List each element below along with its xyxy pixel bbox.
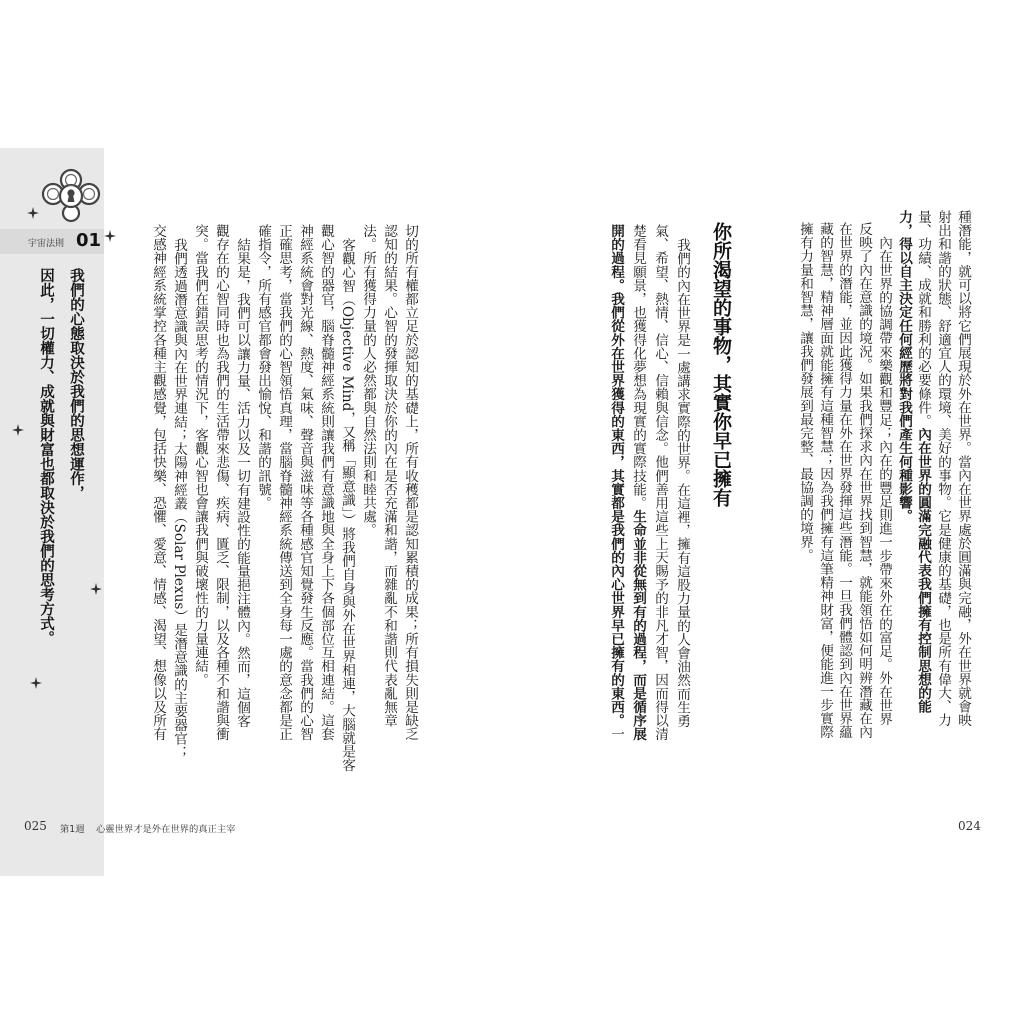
text-column: 突。當我們在錯誤思考的情況下，客觀心智也會讓我們與破壞性的力量連結。 (192, 224, 208, 687)
text-column: 切的所有權都立足於認知的基礎上，所有收穫都是認知累積的成果；所有損失則是缺乏 (402, 224, 418, 741)
text-column: 認知的結果。心智的發揮取決於你的內在是否充滿和諧，而雜亂不和諧則代表亂無章 (381, 224, 397, 728)
text-segment: 楚看見願景，也獲得化夢想為現實的實際技能。 (630, 224, 646, 510)
text-column: 反映了內在意識的境況。如果我們探求內在世界找到智慧，就能領悟如何明辨潛藏在內 (856, 222, 872, 739)
chapter-number: 01 (76, 230, 102, 251)
text-column: 結果是，我們可以讓力量、活力以及一切有建設性的能量挹注體內。然而，這個客 (234, 237, 250, 728)
text-column (630, 224, 646, 741)
chapter-band (0, 229, 104, 254)
text-column: 藏的智慧，精神層面就能擁有這種智慧；因為我們擁有這筆精神財富，便能進一步實際 (817, 222, 833, 739)
running-head-week: 第1週 (60, 824, 85, 835)
text-column: 客觀心智（Objective Mind，又稱「顯意識」）將我們自身與外在世界相連，大腦就是客 (339, 237, 355, 772)
section-heading: 你所渴望的事物，其實你早已擁有 (710, 222, 732, 507)
text-column: 擁有力量和智慧，讓我們發展到最完整、最協調的境界。 (797, 222, 813, 562)
text-column: 確指令，所有感官都會發出愉悅、和諧的訊號。 (255, 224, 271, 510)
emphasis-text: 內在世界的圓滿完融代表我們擁有控制思想的能 (915, 427, 931, 714)
running-head-title: 心靈世界才是外在世界的真正主宰 (96, 824, 236, 835)
text-column: 觀存在的心智同時也為我們的生活帶來悲傷、疾病、匱乏、限制，以及各種不和諧與衝 (213, 224, 229, 741)
text-column: 內在世界的協調帶來樂觀和豐足；內在的豐足則進一步帶來外在的富足。外在世界 (876, 235, 892, 726)
text-column: 觀心智的器官，腦脊髓神經系統則讓我們有意識地與全身上下各個部位互相連結。這套 (318, 224, 334, 741)
text-column: 在世界的潛能，並因此獲得力量在外在世界發揮這些潛能。一旦我們體認到內在世界蘊 (836, 222, 852, 739)
star-icon (30, 677, 42, 689)
star-icon (90, 583, 102, 595)
ornament-icon (40, 168, 102, 228)
text-column (608, 224, 624, 741)
text-column (915, 210, 931, 713)
star-icon (104, 230, 116, 242)
text-column: 正確思考，當我們的心智領悟真理，當腦脊髓神經系統傳送到全身每一處的意念都是正 (276, 224, 292, 741)
page-number: 025 (24, 819, 47, 833)
text-column: 我們的內在世界是一處講求實際的世界。在這裡，擁有這股力量的人會油然而生勇 (674, 237, 690, 728)
text-segment: 量、功績、成就和勝利的必要條件。 (915, 210, 931, 428)
chapter-label: 宇宙法則 (28, 239, 65, 249)
pull-quote-line: 因此，一切權力、成就與財富也都取決於我們的思考方式。 (38, 268, 54, 645)
emphasis-text: 生命並非從無到有的過程，而是循序展 (630, 509, 646, 741)
text-column: 種潛能，就可以將它們展現於外在世界。當內在世界處於圓滿與完融，外在世界就會映 (955, 210, 971, 727)
emphasis-text: 開的過程。我們從外在世界獲得的東西，其實都是我們的內心世界早已擁有的東西。 (608, 224, 624, 728)
text-column: 神經系統會對光線、熱度、氣味、聲音與滋味等各種感官知覺發生反應。當我們的心智 (297, 224, 313, 741)
text-column: 氣、希望、熱情、信心、信賴與信念。他們善用這些上天賜予的非凡才智，因而得以清 (652, 224, 668, 741)
emphasis-column: 力，得以自主決定任何經歷將對我們產生何種影響。 (896, 210, 912, 523)
pull-quote-line: 我們的心態取決於我們的思想運作， (68, 268, 84, 500)
page-number: 024 (958, 819, 981, 833)
text-column: 法。所有獲得力量的人必然都與自然法則和睦共處。 (360, 224, 376, 537)
star-icon (12, 424, 24, 436)
right-page (512, 0, 1024, 1024)
text-segment: 一 (608, 727, 624, 741)
star-icon (27, 207, 39, 219)
text-column: 我們透過潛意識與內在世界連結；太陽神經叢（Solar Plexus）是潛意識的主要器官； (171, 237, 187, 759)
text-column: 交感神經系統掌控各種主觀感覺，包括快樂、恐懼、愛意、情感、渴望、想像以及所有 (150, 224, 166, 741)
text-column: 射出和諧的狀態、舒適宜人的環境、美好的事物。它是健康的基礎，也是所有偉大、力 (935, 210, 951, 727)
